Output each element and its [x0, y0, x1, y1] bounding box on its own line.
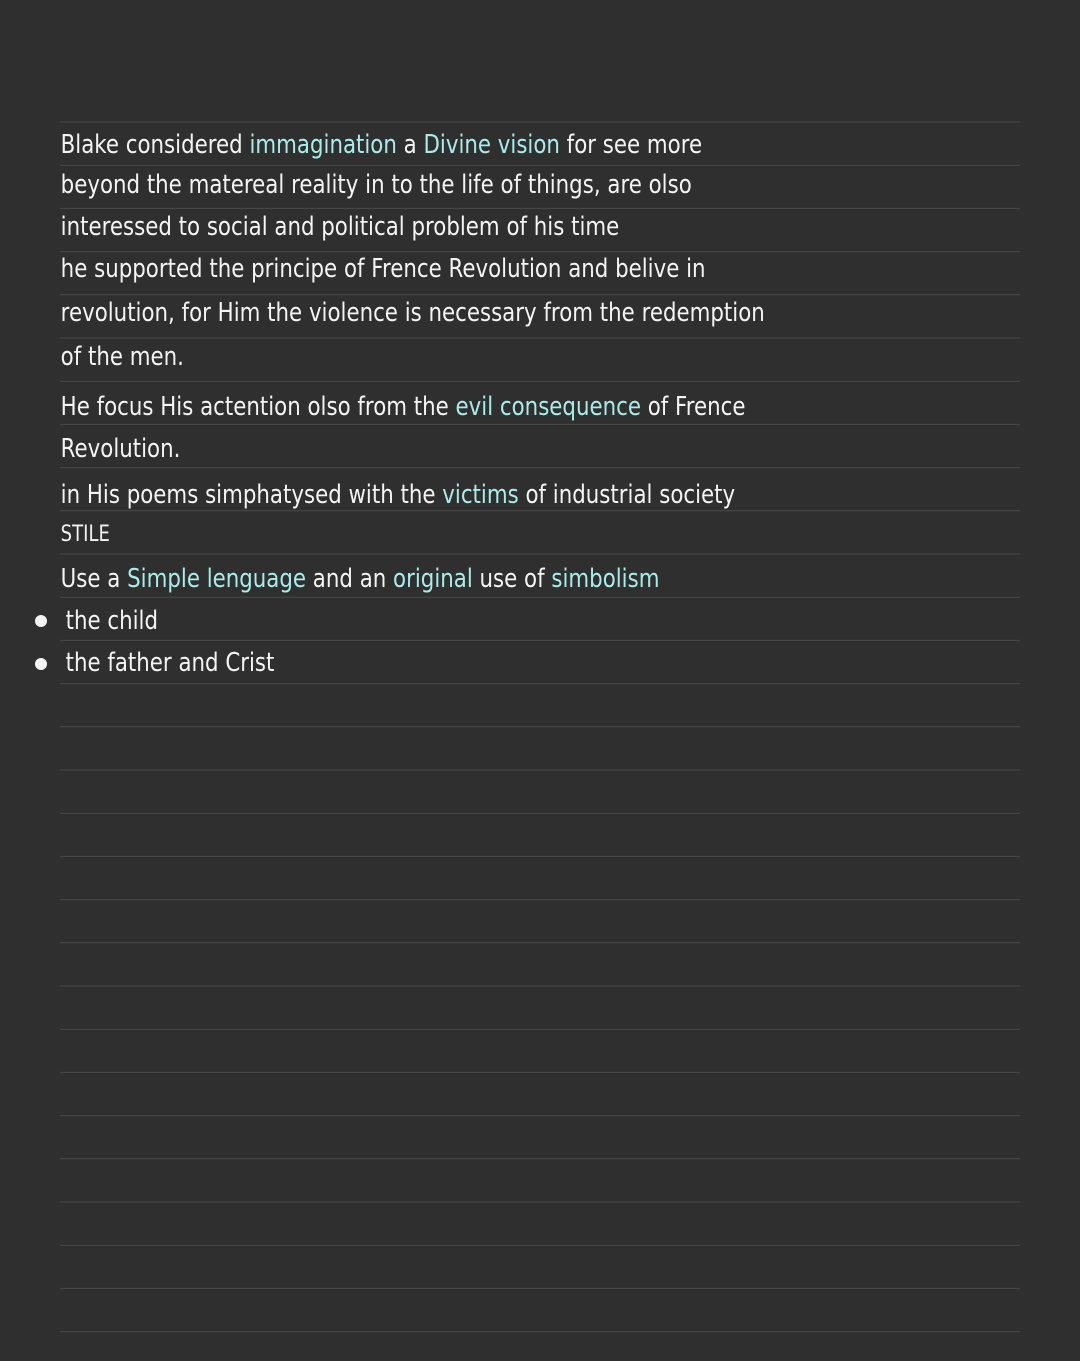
bullet-text: the father and Crist: [65, 648, 275, 678]
highlighted-term: victims: [442, 480, 519, 510]
note-text: Blake considered: [60, 130, 250, 160]
highlighted-term: Simple lenguage: [127, 564, 307, 594]
bullet-item-2: [66, 650, 275, 676]
note-text: a: [396, 130, 424, 160]
highlighted-term: immagination: [249, 130, 397, 160]
bullet-text: the child: [65, 606, 158, 636]
note-line-8: [61, 436, 181, 462]
note-line-7: [61, 394, 746, 420]
bullet-dot-icon: [35, 615, 47, 627]
note-text: beyond the matereal reality in to the life of things, are olso: [60, 170, 692, 200]
section-heading: STILE: [60, 522, 110, 547]
note-text: of Frence: [640, 392, 746, 422]
note-text: for see more: [559, 130, 703, 160]
note-line-6: [61, 344, 184, 370]
bullet-dot-icon: [35, 658, 47, 670]
bullet-item-1: [66, 608, 158, 634]
note-line-9: [61, 482, 735, 508]
note-text: use of: [472, 564, 552, 594]
note-text: revolution, for Him the violence is necessary from the redemption: [60, 298, 765, 328]
highlighted-term: simbolism: [551, 564, 660, 594]
note-text: Revolution.: [60, 434, 181, 464]
note-line-4: [61, 256, 706, 282]
note-text: in His poems simphatysed with the: [60, 480, 443, 510]
note-line-3: [61, 214, 620, 240]
note-line-11: [61, 566, 660, 592]
note-text: Use a: [60, 564, 128, 594]
note-text: of industrial society: [518, 480, 736, 510]
note-line-5: [61, 300, 765, 326]
note-line-10: [61, 524, 110, 546]
note-line-2: [61, 172, 692, 198]
note-text: of the men.: [60, 342, 184, 372]
note-text: and an: [306, 564, 394, 594]
note-text: he supported the principe of Frence Revolution and belive in: [60, 254, 706, 284]
note-text: He focus His actention olso from the: [60, 392, 456, 422]
highlighted-term: evil consequence: [455, 392, 641, 422]
note-text: interessed to social and political problem of his time: [60, 212, 620, 242]
note-line-1: [61, 132, 702, 158]
highlighted-term: original: [393, 564, 473, 594]
highlighted-term: Divine vision: [423, 130, 560, 160]
